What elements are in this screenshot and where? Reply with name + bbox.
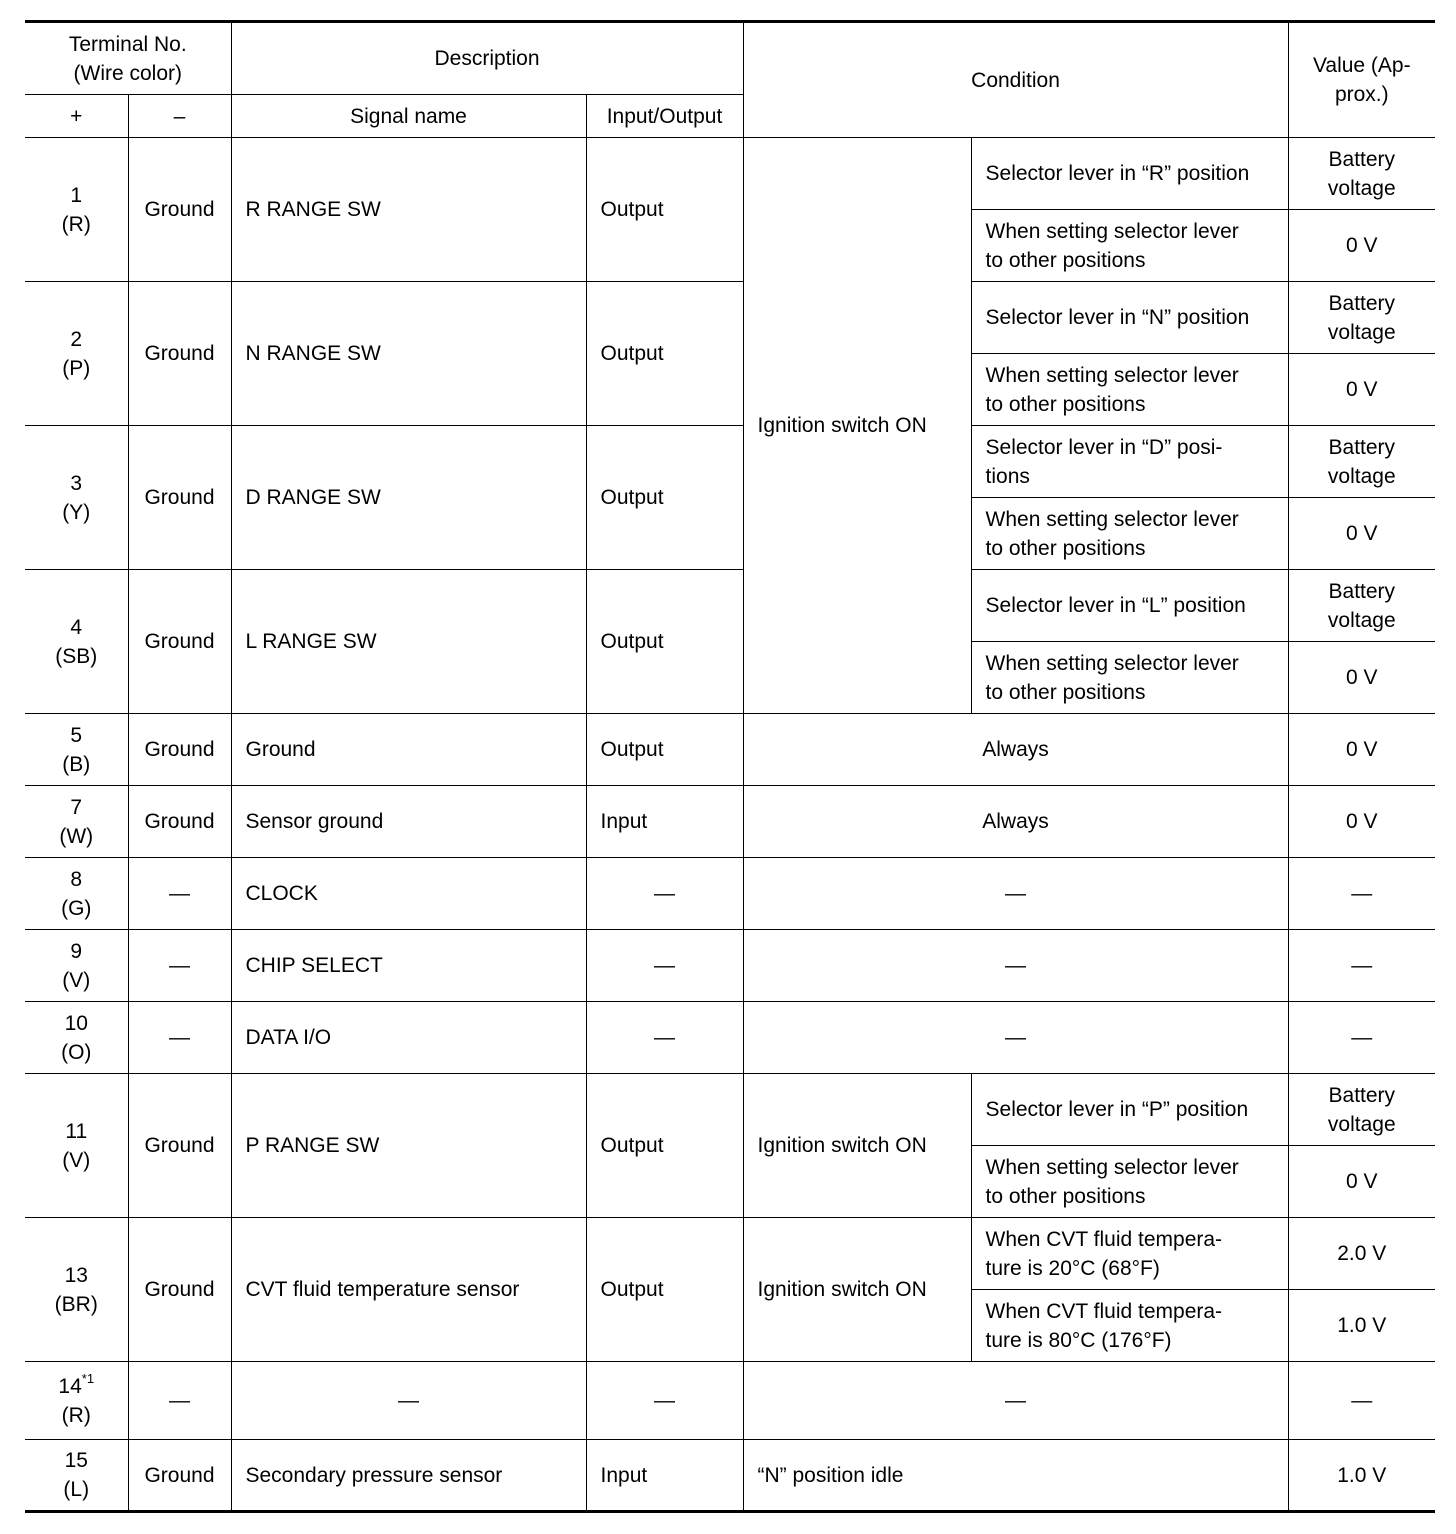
value-cell: 0 V (1288, 714, 1435, 786)
terminal-cell: 4 (SB) (25, 570, 128, 714)
terminal-cell: 2 (P) (25, 282, 128, 426)
value-cell: Battery voltage (1288, 1074, 1435, 1146)
value-cell: 2.0 V (1288, 1218, 1435, 1290)
signal-cell: CHIP SELECT (231, 930, 586, 1002)
table-row (25, 570, 1435, 642)
table-row (25, 1218, 1435, 1290)
io-cell: Output (586, 1074, 743, 1218)
footnote-marker: *1 (81, 1370, 95, 1386)
minus-cell: — (128, 858, 231, 930)
condition-sub-cell: When setting selector lever to other positions (971, 498, 1288, 570)
condition-main-cell: Ignition switch ON (743, 1074, 971, 1218)
signal-cell: P RANGE SW (231, 1074, 586, 1218)
minus-cell: — (128, 1362, 231, 1440)
signal-cell: D RANGE SW (231, 426, 586, 570)
value-cell: Battery voltage (1288, 570, 1435, 642)
value-cell: — (1288, 930, 1435, 1002)
table-row (25, 1002, 1435, 1074)
value-cell: 0 V (1288, 1146, 1435, 1218)
header-terminal: Terminal No. (Wire color) (25, 22, 231, 95)
table-row (25, 930, 1435, 1002)
value-cell: — (1288, 1002, 1435, 1074)
condition-main-cell: Ignition switch ON (743, 1218, 971, 1362)
io-cell: Output (586, 1218, 743, 1362)
condition-cell: Always (743, 786, 1288, 858)
condition-sub-cell: When setting selector lever to other positions (971, 1146, 1288, 1218)
io-cell: Output (586, 282, 743, 426)
condition-sub-cell: When CVT fluid tempera- ture is 80°C (176°F) (971, 1290, 1288, 1362)
minus-cell: Ground (128, 138, 231, 282)
io-cell: Input (586, 786, 743, 858)
value-cell: 0 V (1288, 786, 1435, 858)
condition-cell: — (743, 930, 1288, 1002)
condition-cell: “N” position idle (743, 1440, 1288, 1512)
header-plus: + (25, 95, 128, 138)
table-row (25, 714, 1435, 786)
condition-sub-cell: When setting selector lever to other positions (971, 354, 1288, 426)
minus-cell: Ground (128, 426, 231, 570)
condition-cell: — (743, 1002, 1288, 1074)
header-io: Input/Output (586, 95, 743, 138)
io-cell: — (586, 858, 743, 930)
minus-cell: Ground (128, 786, 231, 858)
signal-cell: Secondary pressure sensor (231, 1440, 586, 1512)
io-cell: — (586, 930, 743, 1002)
value-cell: 0 V (1288, 354, 1435, 426)
io-cell: Output (586, 714, 743, 786)
condition-sub-cell: When CVT fluid tempera- ture is 20°C (68°F) (971, 1218, 1288, 1290)
terminal-cell: 1 (R) (25, 138, 128, 282)
table-row (25, 786, 1435, 858)
condition-sub-cell: Selector lever in “N” position (971, 282, 1288, 354)
minus-cell: Ground (128, 1440, 231, 1512)
minus-cell: Ground (128, 1218, 231, 1362)
condition-main-cell: Ignition switch ON (743, 138, 971, 714)
value-cell: — (1288, 858, 1435, 930)
minus-cell: Ground (128, 714, 231, 786)
terminal-cell: 11 (V) (25, 1074, 128, 1218)
table-row (25, 138, 1435, 210)
terminal-cell: 10 (O) (25, 1002, 128, 1074)
terminal-cell (25, 1362, 128, 1440)
condition-sub-cell: Selector lever in “R” position (971, 138, 1288, 210)
value-cell: 1.0 V (1288, 1290, 1435, 1362)
io-cell: — (586, 1002, 743, 1074)
condition-cell: — (743, 1362, 1288, 1440)
terminal-cell: 3 (Y) (25, 426, 128, 570)
signal-cell: L RANGE SW (231, 570, 586, 714)
minus-cell: — (128, 930, 231, 1002)
terminal-cell: 9 (V) (25, 930, 128, 1002)
minus-cell: Ground (128, 282, 231, 426)
header-minus: – (128, 95, 231, 138)
io-cell: — (586, 1362, 743, 1440)
signal-cell: CLOCK (231, 858, 586, 930)
value-cell: — (1288, 1362, 1435, 1440)
minus-cell: — (128, 1002, 231, 1074)
minus-cell: Ground (128, 570, 231, 714)
terminal-cell: 15 (L) (25, 1440, 128, 1512)
header-signal-name: Signal name (231, 95, 586, 138)
value-cell: 1.0 V (1288, 1440, 1435, 1512)
io-cell: Output (586, 570, 743, 714)
table-row (25, 282, 1435, 354)
terminal-cell: 8 (G) (25, 858, 128, 930)
signal-cell: R RANGE SW (231, 138, 586, 282)
condition-sub-cell: When setting selector lever to other positions (971, 210, 1288, 282)
header-value: Value (Ap- prox.) (1288, 22, 1435, 138)
header-condition: Condition (743, 22, 1288, 138)
signal-cell: N RANGE SW (231, 282, 586, 426)
value-cell: 0 V (1288, 210, 1435, 282)
table-row (25, 1074, 1435, 1146)
minus-cell: Ground (128, 1074, 231, 1218)
header-description: Description (231, 22, 743, 95)
io-cell: Input (586, 1440, 743, 1512)
table-row (25, 1440, 1435, 1512)
condition-cell: Always (743, 714, 1288, 786)
signal-cell: CVT fluid temperature sensor (231, 1218, 586, 1362)
table-row (25, 858, 1435, 930)
value-cell: Battery voltage (1288, 426, 1435, 498)
io-cell: Output (586, 426, 743, 570)
value-cell: 0 V (1288, 642, 1435, 714)
value-cell: 0 V (1288, 498, 1435, 570)
table-row (25, 426, 1435, 498)
table-row (25, 1362, 1435, 1440)
signal-cell: — (231, 1362, 586, 1440)
condition-sub-cell: Selector lever in “D” posi- tions (971, 426, 1288, 498)
value-cell: Battery voltage (1288, 282, 1435, 354)
signal-cell: Sensor ground (231, 786, 586, 858)
terminal-cell: 7 (W) (25, 786, 128, 858)
terminal-color: (R) (61, 1403, 91, 1427)
condition-sub-cell: Selector lever in “L” position (971, 570, 1288, 642)
condition-cell: — (743, 858, 1288, 930)
signal-cell: Ground (231, 714, 586, 786)
terminal-cell: 5 (B) (25, 714, 128, 786)
io-cell: Output (586, 138, 743, 282)
condition-sub-cell: When setting selector lever to other positions (971, 642, 1288, 714)
condition-sub-cell: Selector lever in “P” position (971, 1074, 1288, 1146)
signal-cell: DATA I/O (231, 1002, 586, 1074)
value-cell: Battery voltage (1288, 138, 1435, 210)
terminal-table (25, 20, 1435, 1513)
terminal-number: 14 (58, 1374, 82, 1398)
terminal-cell: 13 (BR) (25, 1218, 128, 1362)
